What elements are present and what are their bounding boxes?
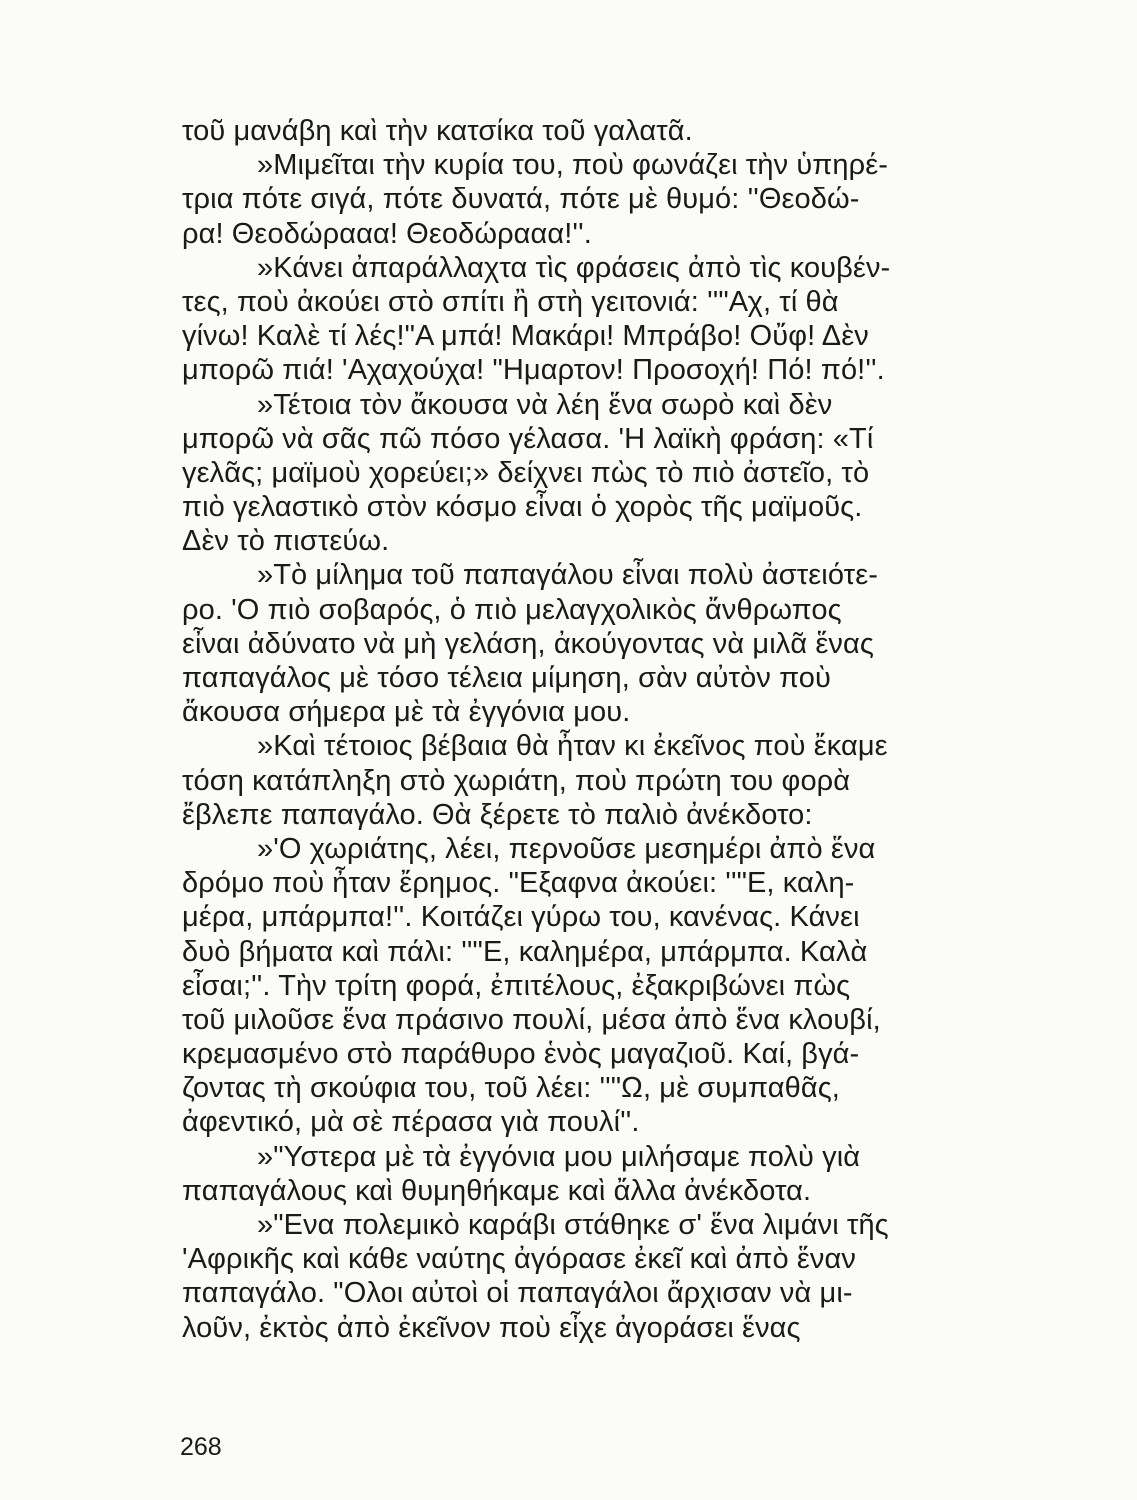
text-line: 'Αφρικῆς καὶ κάθε ναύτης ἀγόρασε ἐκεῖ καὶ ἀπὸ ἕναν <box>182 1243 856 1276</box>
text-line: »Κάνει ἀπαράλλαχτα τὶς φράσεις ἀπὸ τὶς κουβέν- <box>257 251 891 284</box>
text-line: »Καὶ τέτοιος βέβαια θὰ ἦταν κι ἐκεῖνος ποὺ ἔκαμε <box>257 730 888 763</box>
body-text <box>182 114 1042 1345</box>
text-line: μέρα, μπάρμπα!''. Κοιτάζει γύρω του, κανένας. Κάνει <box>182 901 860 934</box>
text-line: κρεμασμένο στὸ παράθυρο ἑνὸς μαγαζιοῦ. Καί, βγά- <box>182 1038 860 1071</box>
text-line: ἄκουσα σήμερα μὲ τὰ ἐγγόνια μου. <box>182 696 631 729</box>
text-line: παπαγάλους καὶ θυμηθήκαμε καὶ ἄλλα ἀνέκδοτα. <box>182 1174 812 1207</box>
text-line: τόση κατάπληξη στὸ χωριάτη, ποὺ πρώτη του φορὰ <box>182 764 851 797</box>
text-line: τρια πότε σιγά, πότε δυνατά, πότε μὲ θυμό: ''Θεοδώ- <box>182 183 860 216</box>
text-line: τοῦ μιλοῦσε ἕνα πράσινο πουλί, μέσα ἀπὸ ἕνα κλουβί, <box>182 1003 881 1036</box>
text-line: τες, ποὺ ἀκούει στὸ σπίτι ἢ στὴ γειτονιά: ''"Αχ, τί θὰ <box>182 285 839 318</box>
text-line: εἶσαι;''. Τὴν τρίτη φορά, ἐπιτέλους, ἐξακριβώνει πὼς <box>182 969 851 1002</box>
text-line: παπαγάλος μὲ τόσο τέλεια μίμηση, σὰν αὐτὸν ποὺ <box>182 662 831 694</box>
text-line: ἔβλεπε παπαγάλο. Θὰ ξέρετε τὸ παλιὸ ἀνέκδοτο: <box>182 798 813 831</box>
text-line: »Τέτοια τὸν ἄκουσα νὰ λέη ἕνα σωρὸ καὶ δὲν <box>257 388 833 421</box>
text-line: γελᾶς; μαϊμοὺ χορεύει;» δείχνει πὼς τὸ πιὸ ἀστεῖο, τὸ <box>182 456 870 489</box>
page-number: 268 <box>180 1433 222 1461</box>
text-line: ρο. 'Ο πιὸ σοβαρός, ὁ πιὸ μελαγχολικὸς ἄνθρωπος <box>182 593 842 626</box>
text-line: »'Ο χωριάτης, λέει, περνοῦσε μεσημέρι ἀπὸ ἕνα <box>257 832 876 865</box>
text-line: ζοντας τὴ σκούφια του, τοῦ λέει: ''"Ω, μὲ συμπαθᾶς, <box>182 1072 840 1105</box>
text-line: »"Ενα πολεμικὸ καράβι στάθηκε σ' ἕνα λιμάνι τῆς <box>257 1209 889 1241</box>
text-line: εἶναι ἀδύνατο νὰ μὴ γελάση, ἀκούγοντας νὰ μιλᾶ ἕνας <box>182 627 874 660</box>
text-line: μπορῶ πιά! 'Αχαχούχα! "Ημαρτον! Προσοχή! Πό! πό!''. <box>182 354 885 387</box>
text-line: Δὲν τὸ πιστεύω. <box>182 525 390 558</box>
text-line: »"Υστερα μὲ τὰ ἐγγόνια μου μιλήσαμε πολὺ γιὰ <box>257 1140 861 1173</box>
text-line: γίνω! Καλὲ τί λές!"Α μπά! Μακάρι! Μπράβο! Οὔφ! Δὲν <box>182 320 869 353</box>
text-line: δυὸ βήματα καὶ πάλι: ''"Ε, καλημέρα, μπάρμπα. Καλὰ <box>182 935 868 968</box>
text-line: πιὸ γελαστικὸ στὸν κόσμο εἶναι ὁ χορὸς τῆς μαϊμοῦς. <box>182 491 863 524</box>
text-line: »Τὸ μίλημα τοῦ παπαγάλου εἶναι πολὺ ἀστειότε- <box>257 559 879 592</box>
text-line: ἀφεντικό, μὰ σὲ πέρασα γιὰ πουλί''. <box>182 1106 640 1139</box>
text-line: τοῦ μανάβη καὶ τὴν κατσίκα τοῦ γαλατᾶ. <box>182 115 693 147</box>
text-line: λοῦν, ἐκτὸς ἀπὸ ἐκεῖνον ποὺ εἶχε ἀγοράσει ἕνας <box>182 1311 801 1344</box>
text-line: δρόμο ποὺ ἦταν ἔρημος. "Εξαφνα ἀκούει: ''"Ε, καλη- <box>182 867 855 900</box>
text-line: »Μιμεῖται τὴν κυρία του, ποὺ φωνάζει τὴν ὑπηρέ- <box>257 149 889 182</box>
text-line: παπαγάλο. "Ολοι αὐτοὶ οἱ παπαγάλοι ἄρχισαν νὰ μι- <box>182 1277 853 1310</box>
text-line: μπορῶ νὰ σᾶς πῶ πόσο γέλασα. 'Η λαϊκὴ φράση: «Τί <box>182 422 874 455</box>
text-line: ρα! Θεοδώρααα! Θεοδώρααα!''. <box>182 217 592 250</box>
